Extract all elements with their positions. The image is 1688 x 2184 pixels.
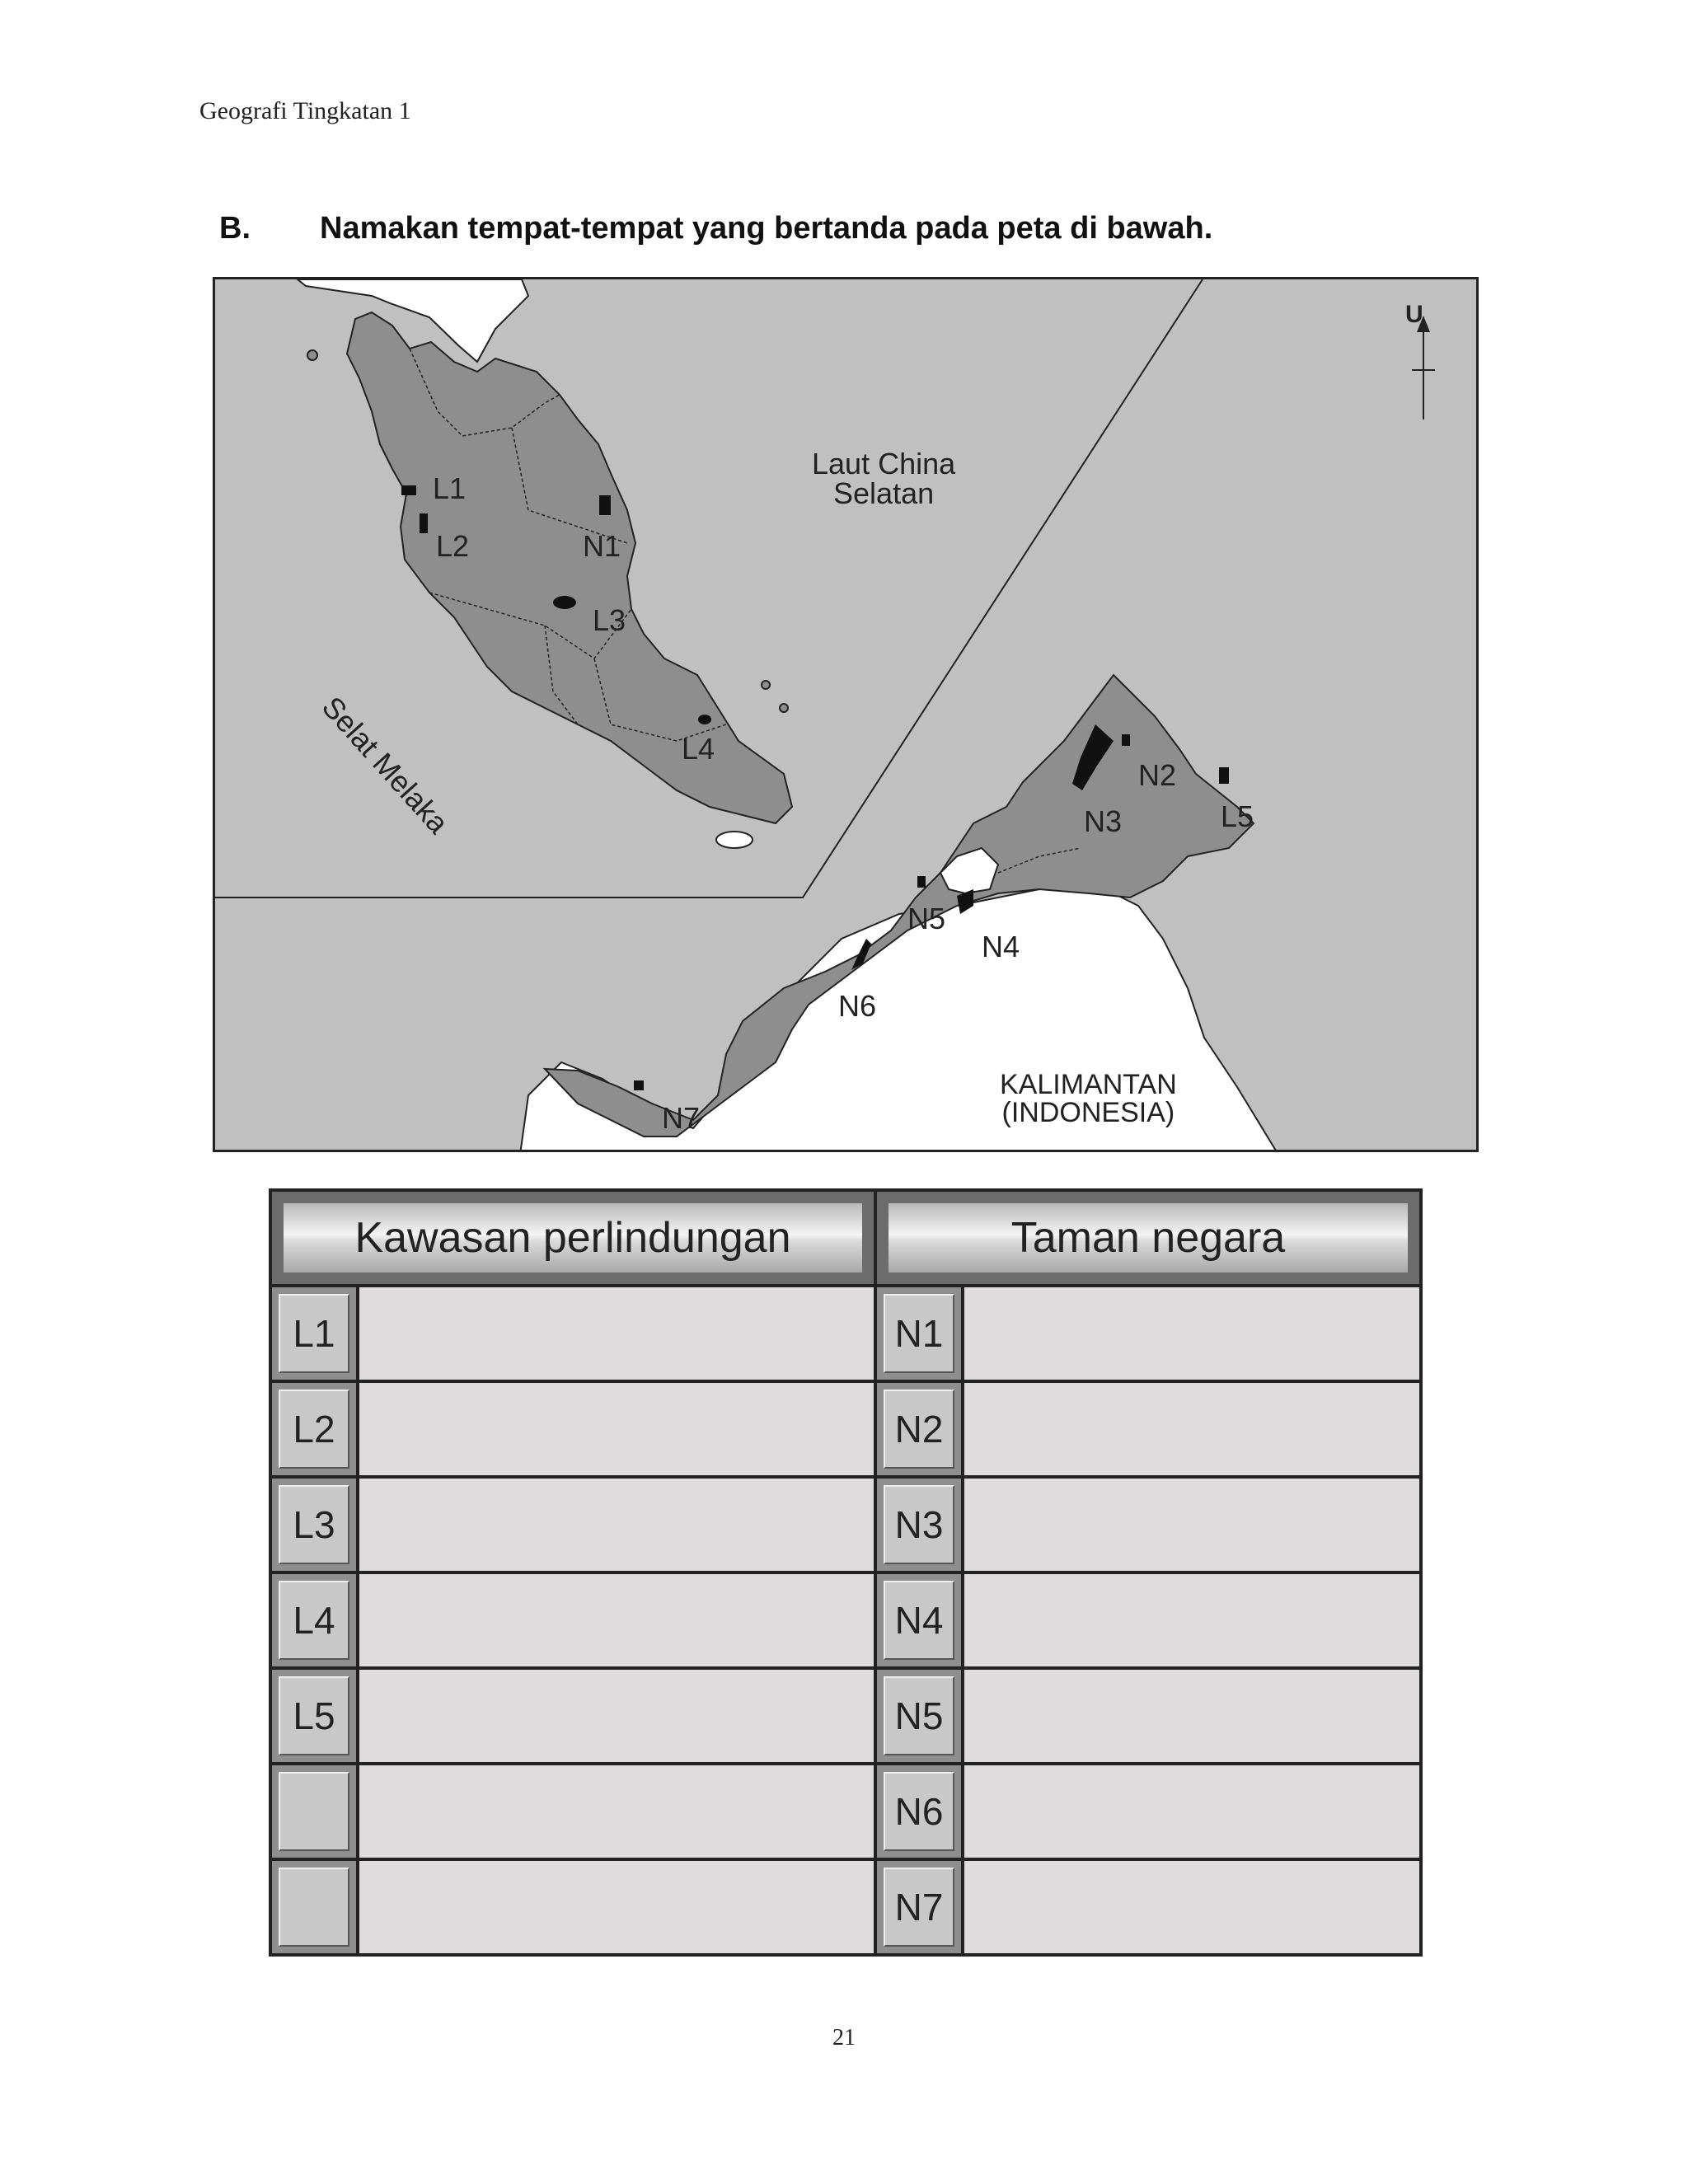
code-cell — [272, 1765, 359, 1858]
code-cell — [272, 1670, 359, 1762]
code-cell — [877, 1383, 964, 1475]
code-label: N2 — [884, 1390, 954, 1469]
marker-N5 — [917, 876, 926, 888]
answer-field[interactable] — [359, 1765, 874, 1858]
answer-field[interactable] — [964, 1861, 1419, 1953]
label-strait-of-malacca: Selat Melaka — [315, 689, 456, 841]
island — [762, 681, 770, 689]
protected-areas-column — [272, 1192, 874, 1953]
map-label-L4: L4 — [682, 732, 715, 766]
marker-N2 — [1122, 734, 1130, 746]
code-label: N6 — [884, 1772, 954, 1851]
map-label-N2: N2 — [1138, 758, 1177, 792]
code-cell — [272, 1574, 359, 1666]
marker-N7 — [634, 1080, 644, 1090]
code-cell — [877, 1574, 964, 1666]
map-label-N5: N5 — [907, 902, 946, 935]
table-row — [272, 1861, 874, 1953]
map-label-N1: N1 — [583, 529, 621, 563]
label-kalimantan: KALIMANTAN (INDONESIA) — [1000, 1069, 1177, 1128]
answer-field[interactable] — [359, 1861, 874, 1953]
table-row — [877, 1479, 1419, 1574]
page-number: 21 — [832, 2025, 856, 2050]
answer-field[interactable] — [359, 1287, 874, 1380]
north-label: U — [1405, 301, 1423, 328]
code-cell — [272, 1287, 359, 1380]
brunei-land — [940, 848, 998, 893]
singapore-island — [716, 832, 753, 848]
code-label — [279, 1868, 349, 1947]
marker-L3 — [553, 596, 576, 609]
peninsular-malaysia-land — [347, 312, 792, 823]
table-row — [272, 1287, 874, 1383]
table-row — [272, 1479, 874, 1574]
map-label-N3: N3 — [1084, 804, 1123, 838]
map-label-L2: L2 — [436, 529, 470, 563]
code-label: L3 — [279, 1485, 349, 1564]
code-label: L4 — [279, 1581, 349, 1660]
code-label: N7 — [884, 1868, 954, 1947]
answer-field[interactable] — [964, 1479, 1419, 1571]
answer-field[interactable] — [964, 1670, 1419, 1762]
code-cell — [877, 1765, 964, 1858]
map-label-N6: N6 — [838, 989, 877, 1023]
map-label-N4: N4 — [982, 930, 1020, 963]
table-row — [877, 1383, 1419, 1479]
code-label: N4 — [884, 1581, 954, 1660]
answer-field[interactable] — [964, 1765, 1419, 1858]
protected-areas-header — [272, 1192, 874, 1287]
table-row — [877, 1670, 1419, 1765]
island — [780, 704, 788, 712]
answer-field[interactable] — [964, 1383, 1419, 1475]
code-label — [279, 1772, 349, 1851]
answer-field[interactable] — [359, 1670, 874, 1762]
code-label: N1 — [884, 1294, 954, 1373]
code-label: L2 — [279, 1390, 349, 1469]
marker-L4 — [698, 715, 711, 724]
label-south-china-sea: Laut China Selatan — [812, 447, 956, 510]
marker-N1 — [599, 495, 611, 515]
table-row — [877, 1574, 1419, 1670]
answer-field[interactable] — [964, 1574, 1419, 1666]
table-row — [877, 1861, 1419, 1953]
map-label-N7: N7 — [662, 1101, 701, 1135]
table-row — [272, 1574, 874, 1670]
code-cell — [877, 1287, 964, 1380]
running-header: Geografi Tingkatan 1 — [199, 97, 411, 124]
code-cell — [877, 1670, 964, 1762]
answer-field[interactable] — [359, 1574, 874, 1666]
code-label: N3 — [884, 1485, 954, 1564]
table-row — [877, 1287, 1419, 1383]
map-label-L1: L1 — [433, 471, 467, 505]
code-label: L1 — [279, 1294, 349, 1373]
protected-areas-header-label: Kawasan perlindungan — [284, 1203, 862, 1272]
table-row — [272, 1670, 874, 1765]
map-label-L3: L3 — [593, 603, 626, 637]
national-parks-header-label: Taman negara — [889, 1203, 1408, 1272]
national-parks-column — [877, 1192, 1419, 1953]
answer-table — [269, 1188, 1423, 1957]
code-cell — [272, 1383, 359, 1475]
question-text: Namakan tempat-tempat yang bertanda pada peta di bawah. — [320, 211, 1213, 246]
table-row — [272, 1383, 874, 1479]
code-cell — [272, 1861, 359, 1953]
map-of-malaysia — [213, 277, 1479, 1152]
table-row — [877, 1765, 1419, 1861]
national-parks-header — [877, 1192, 1419, 1287]
map-label-L5: L5 — [1221, 799, 1254, 833]
answer-field[interactable] — [359, 1479, 874, 1571]
code-cell — [272, 1479, 359, 1571]
marker-L1 — [401, 485, 416, 495]
island — [307, 350, 317, 360]
code-cell — [877, 1861, 964, 1953]
code-label: L5 — [279, 1676, 349, 1755]
answer-field[interactable] — [359, 1383, 874, 1475]
marker-L5 — [1219, 767, 1229, 784]
table-row — [272, 1765, 874, 1861]
marker-L2 — [420, 513, 428, 533]
code-cell — [877, 1479, 964, 1571]
answer-field[interactable] — [964, 1287, 1419, 1380]
question-label: B. — [219, 211, 251, 246]
code-label: N5 — [884, 1676, 954, 1755]
